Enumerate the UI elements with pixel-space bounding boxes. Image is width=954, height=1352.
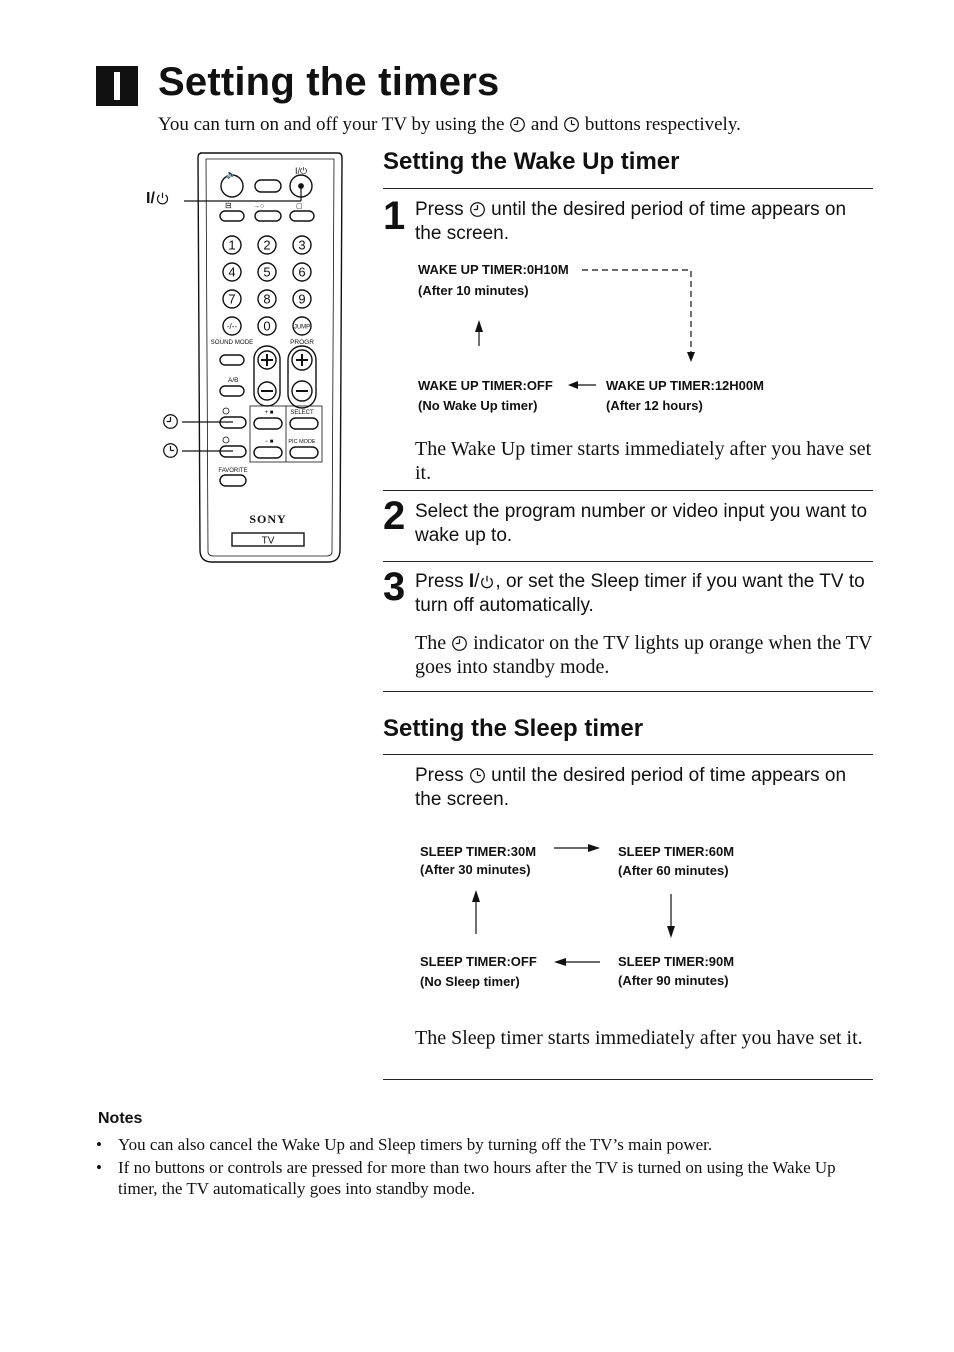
- osd-label: WAKE UP TIMER:0H10M: [418, 262, 569, 277]
- select-label: SELECT: [290, 410, 314, 416]
- note-item: [96, 1134, 876, 1155]
- remote-digit: 6: [298, 264, 306, 280]
- section-marker: [96, 66, 138, 106]
- remote-digit: 8: [263, 291, 271, 307]
- power-icon: [479, 574, 495, 590]
- pic-mode-label: PIC MODE: [288, 439, 316, 445]
- remote-digit: 1: [228, 237, 236, 253]
- osd-label: SLEEP TIMER:30M: [420, 844, 537, 859]
- divider: [383, 691, 873, 692]
- intro-text-part: You can turn on and off your TV by using the: [158, 114, 505, 135]
- note-text: You can also cancel the Wake Up and Sleep timers by turning off the TV’s main power.: [118, 1135, 713, 1154]
- step-number: 1: [383, 194, 406, 238]
- sony-logo: SONY: [249, 512, 287, 526]
- sleep-clock-icon: [563, 116, 580, 133]
- step-text-part: Press: [415, 765, 464, 786]
- osd-label: WAKE UP TIMER:OFF: [418, 378, 553, 393]
- bullet: •: [96, 1135, 102, 1154]
- sleep-clock-icon: [162, 442, 179, 459]
- remote-digit: -/--: [226, 322, 238, 331]
- remote-digit: 4: [228, 264, 236, 280]
- osd-label: SLEEP TIMER:90M: [618, 954, 735, 969]
- step-text: Select the program number or video input you want to wake up to.: [415, 501, 868, 546]
- favorite-label: FAVORITE: [218, 468, 248, 474]
- osd-sublabel: (After 90 minutes): [618, 973, 729, 988]
- power-callout: I/: [146, 190, 170, 208]
- intro-text-part: buttons respectively.: [584, 114, 741, 135]
- note-text: If no buttons or controls are pressed for more than two hours after the TV is turned on using the Wake Up timer, the TV automatically goes into standby mode.: [118, 1158, 836, 1198]
- wake-up-clock-icon: [451, 635, 468, 652]
- wake-up-clock-icon: [469, 201, 486, 218]
- progr-label: PROGR: [290, 339, 314, 346]
- step-text-part: until the desired period of time appears on the screen.: [415, 765, 847, 810]
- wake-note: The Wake Up timer starts immediately after you have set it.: [415, 438, 872, 484]
- bullet: •: [96, 1158, 102, 1177]
- step-note-part: indicator on the TV lights up orange when the TV goes into standby mode.: [415, 632, 873, 678]
- divider: [383, 490, 873, 491]
- sleep-heading: Setting the Sleep timer: [383, 715, 644, 742]
- page-title: Setting the timers: [158, 60, 500, 104]
- remote-digit: 3: [298, 237, 306, 253]
- step-text-part: , or set the Sleep timer if you want the TV to turn off automatically.: [415, 571, 865, 616]
- step-text: Press I/ , or set the Sleep timer if you want the TV to turn off automatically.: [415, 571, 865, 616]
- svg-text:→○: →○: [253, 203, 265, 210]
- step-text: [415, 764, 875, 812]
- divider: [383, 1079, 873, 1080]
- step-note-part: The: [415, 632, 447, 654]
- remote-digit: 0: [263, 318, 271, 334]
- intro-text: [158, 114, 741, 136]
- divider: [383, 188, 873, 189]
- step-text-part: Press: [415, 199, 464, 220]
- remote-digit: JUMP: [293, 324, 311, 331]
- remote-control-illustration: [140, 150, 350, 570]
- wake-up-heading: Setting the Wake Up timer: [383, 148, 680, 175]
- arrow-left: [568, 378, 598, 392]
- svg-text:I/⏻: I/⏻: [295, 166, 308, 176]
- svg-text:⊟: ⊟: [225, 201, 232, 210]
- step-text-part: Press: [415, 571, 464, 592]
- remote-digit: 7: [228, 291, 236, 307]
- step-text: [415, 198, 875, 246]
- divider: [383, 561, 873, 562]
- intro-text-part: and: [530, 114, 559, 135]
- osd-sublabel: (After 60 minutes): [618, 863, 729, 878]
- remote-digit: 5: [263, 264, 271, 280]
- wake-up-clock-icon: [509, 116, 526, 133]
- wake-up-clock-icon: [162, 413, 179, 430]
- osd-sublabel: (No Sleep timer): [420, 974, 520, 989]
- wake-osd-arrows: [470, 260, 700, 380]
- svg-text:+ ■: + ■: [264, 410, 274, 416]
- divider: [383, 754, 873, 755]
- notes-title: Notes: [98, 1110, 143, 1127]
- svg-text:▢: ▢: [296, 203, 303, 210]
- sound-mode-label: SOUND MODE: [210, 339, 254, 346]
- sleep-clock-icon: [469, 767, 486, 784]
- ab-label: A/B: [228, 377, 239, 384]
- sleep-note: The Sleep timer starts immediately after you have set it.: [415, 1027, 863, 1049]
- step-number: 3: [383, 565, 406, 609]
- remote-digit: 9: [298, 291, 306, 307]
- osd-sublabel: (No Wake Up timer): [418, 398, 538, 413]
- svg-text:🔈: 🔈: [226, 170, 236, 179]
- power-icon: [155, 191, 170, 206]
- osd-sublabel: (After 12 hours): [606, 398, 703, 413]
- osd-label: SLEEP TIMER:OFF: [420, 954, 537, 969]
- osd-label: WAKE UP TIMER:12H00M: [606, 378, 764, 393]
- note-item: [96, 1157, 876, 1199]
- step-text-part: until the desired period of time appears on the screen.: [415, 199, 847, 244]
- svg-text:− ■: − ■: [264, 439, 274, 445]
- tv-label: TV: [261, 535, 275, 547]
- step-note: [415, 631, 875, 679]
- step-number: 2: [383, 494, 406, 538]
- remote-digit: 2: [263, 237, 271, 253]
- sleep-osd-arrows: [460, 838, 690, 978]
- osd-sublabel: (After 30 minutes): [420, 862, 531, 877]
- osd-sublabel: (After 10 minutes): [418, 283, 529, 298]
- osd-label: SLEEP TIMER:60M: [618, 844, 735, 859]
